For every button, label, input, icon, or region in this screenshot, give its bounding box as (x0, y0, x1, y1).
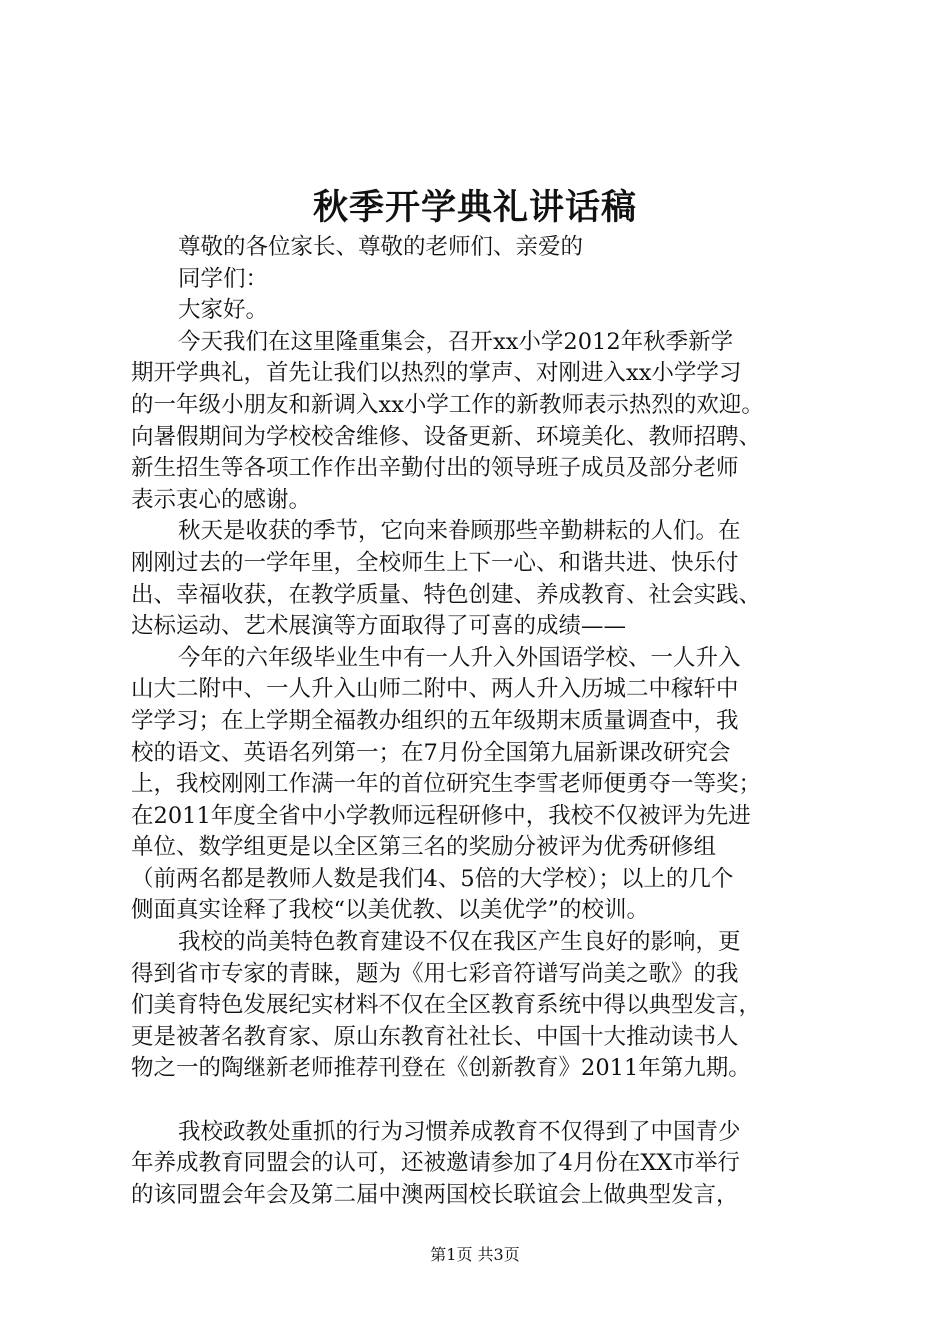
document-body (131, 232, 831, 1211)
body-line: 在2011年度全省中小学教师远程研修中，我校不仅被评为先进 (131, 802, 751, 829)
body-line: 学学习；在上学期全福教办组织的五年级期末质量调查中，我 (131, 707, 739, 734)
body-line: 校的语文、英语名列第一；在7月份全国第九届新课改研究会 (131, 739, 731, 766)
document-title: 秋季开学典礼讲话稿 (312, 187, 637, 228)
body-line: 新生招生等各项工作作出辛勤付出的领导班子成员及部分老师 (131, 455, 739, 482)
body-line: 我校政教处重抓的行为习惯养成教育不仅得到了中国青少 (178, 1118, 741, 1145)
page-footer: 第1页 共3页 (430, 1245, 520, 1264)
body-line: 今天我们在这里隆重集会，召开xx小学2012年秋季新学 (178, 328, 734, 355)
body-line: 年养成教育同盟会的认可，还被邀请参加了4月份在XX市举行 (131, 1150, 740, 1177)
body-line: （前两名都是教师人数是我们4、5倍的大学校）；以上的几个 (131, 865, 734, 892)
body-line: 的一年级小朋友和新调入xx小学工作的新教师表示热烈的欢迎。 (131, 391, 764, 418)
body-line: 物之一的陶继新老师推荐刊登在《创新教育》2011年第九期。 (131, 1055, 751, 1082)
body-line: 上，我校刚刚工作满一年的首位研究生李雪老师便勇夺一等奖； (131, 771, 762, 798)
body-line: 向暑假期间为学校校舍维修、设备更新、环境美化、教师招聘、 (131, 423, 762, 450)
body-line: 的该同盟会年会及第二届中澳两国校长联谊会上做典型发言， (131, 1181, 739, 1208)
body-line: 刚刚过去的一学年里，全校师生上下一心、和谐共进、快乐付 (131, 549, 739, 576)
body-line: 大家好。 (178, 297, 269, 324)
body-line: 秋天是收获的季节，它向来眷顾那些辛勤耕耘的人们。在 (178, 518, 741, 545)
body-line: 侧面真实诠释了我校“以美优教、以美优学”的校训。 (131, 897, 650, 924)
body-line: 山大二附中、一人升入山师二附中、两人升入历城二中稼轩中 (131, 676, 739, 703)
body-line: 得到省市专家的青睐，题为《用七彩音符谱写尚美之歌》的我 (131, 960, 739, 987)
body-line: 们美育特色发展纪实材料不仅在全区教育系统中得以典型发言， (131, 992, 762, 1019)
body-line: 我校的尚美特色教育建设不仅在我区产生良好的影响，更 (178, 929, 741, 956)
body-line: 更是被著名教育家、原山东教育社社长、中国十大推动读书人 (131, 1023, 739, 1050)
body-line: 今年的六年级毕业生中有一人升入外国语学校、一人升入 (178, 644, 741, 671)
body-line: 出、幸福收获，在教学质量、特色创建、养成教育、社会实践、 (131, 581, 762, 608)
body-line: 单位、数学组更是以全区第三名的奖励分被评为优秀研修组 (131, 834, 717, 861)
body-line: 达标运动、艺术展演等方面取得了可喜的成绩—— (131, 613, 627, 640)
body-line: 期开学典礼，首先让我们以热烈的掌声、对刚进入xx小学学习 (131, 360, 742, 387)
paragraph-gap (131, 1085, 831, 1117)
body-line: 表示衷心的感谢。 (131, 486, 312, 513)
body-line: 尊敬的各位家长、尊敬的老师们、亲爱的 (178, 234, 584, 260)
body-line: 同学们： (178, 265, 269, 292)
